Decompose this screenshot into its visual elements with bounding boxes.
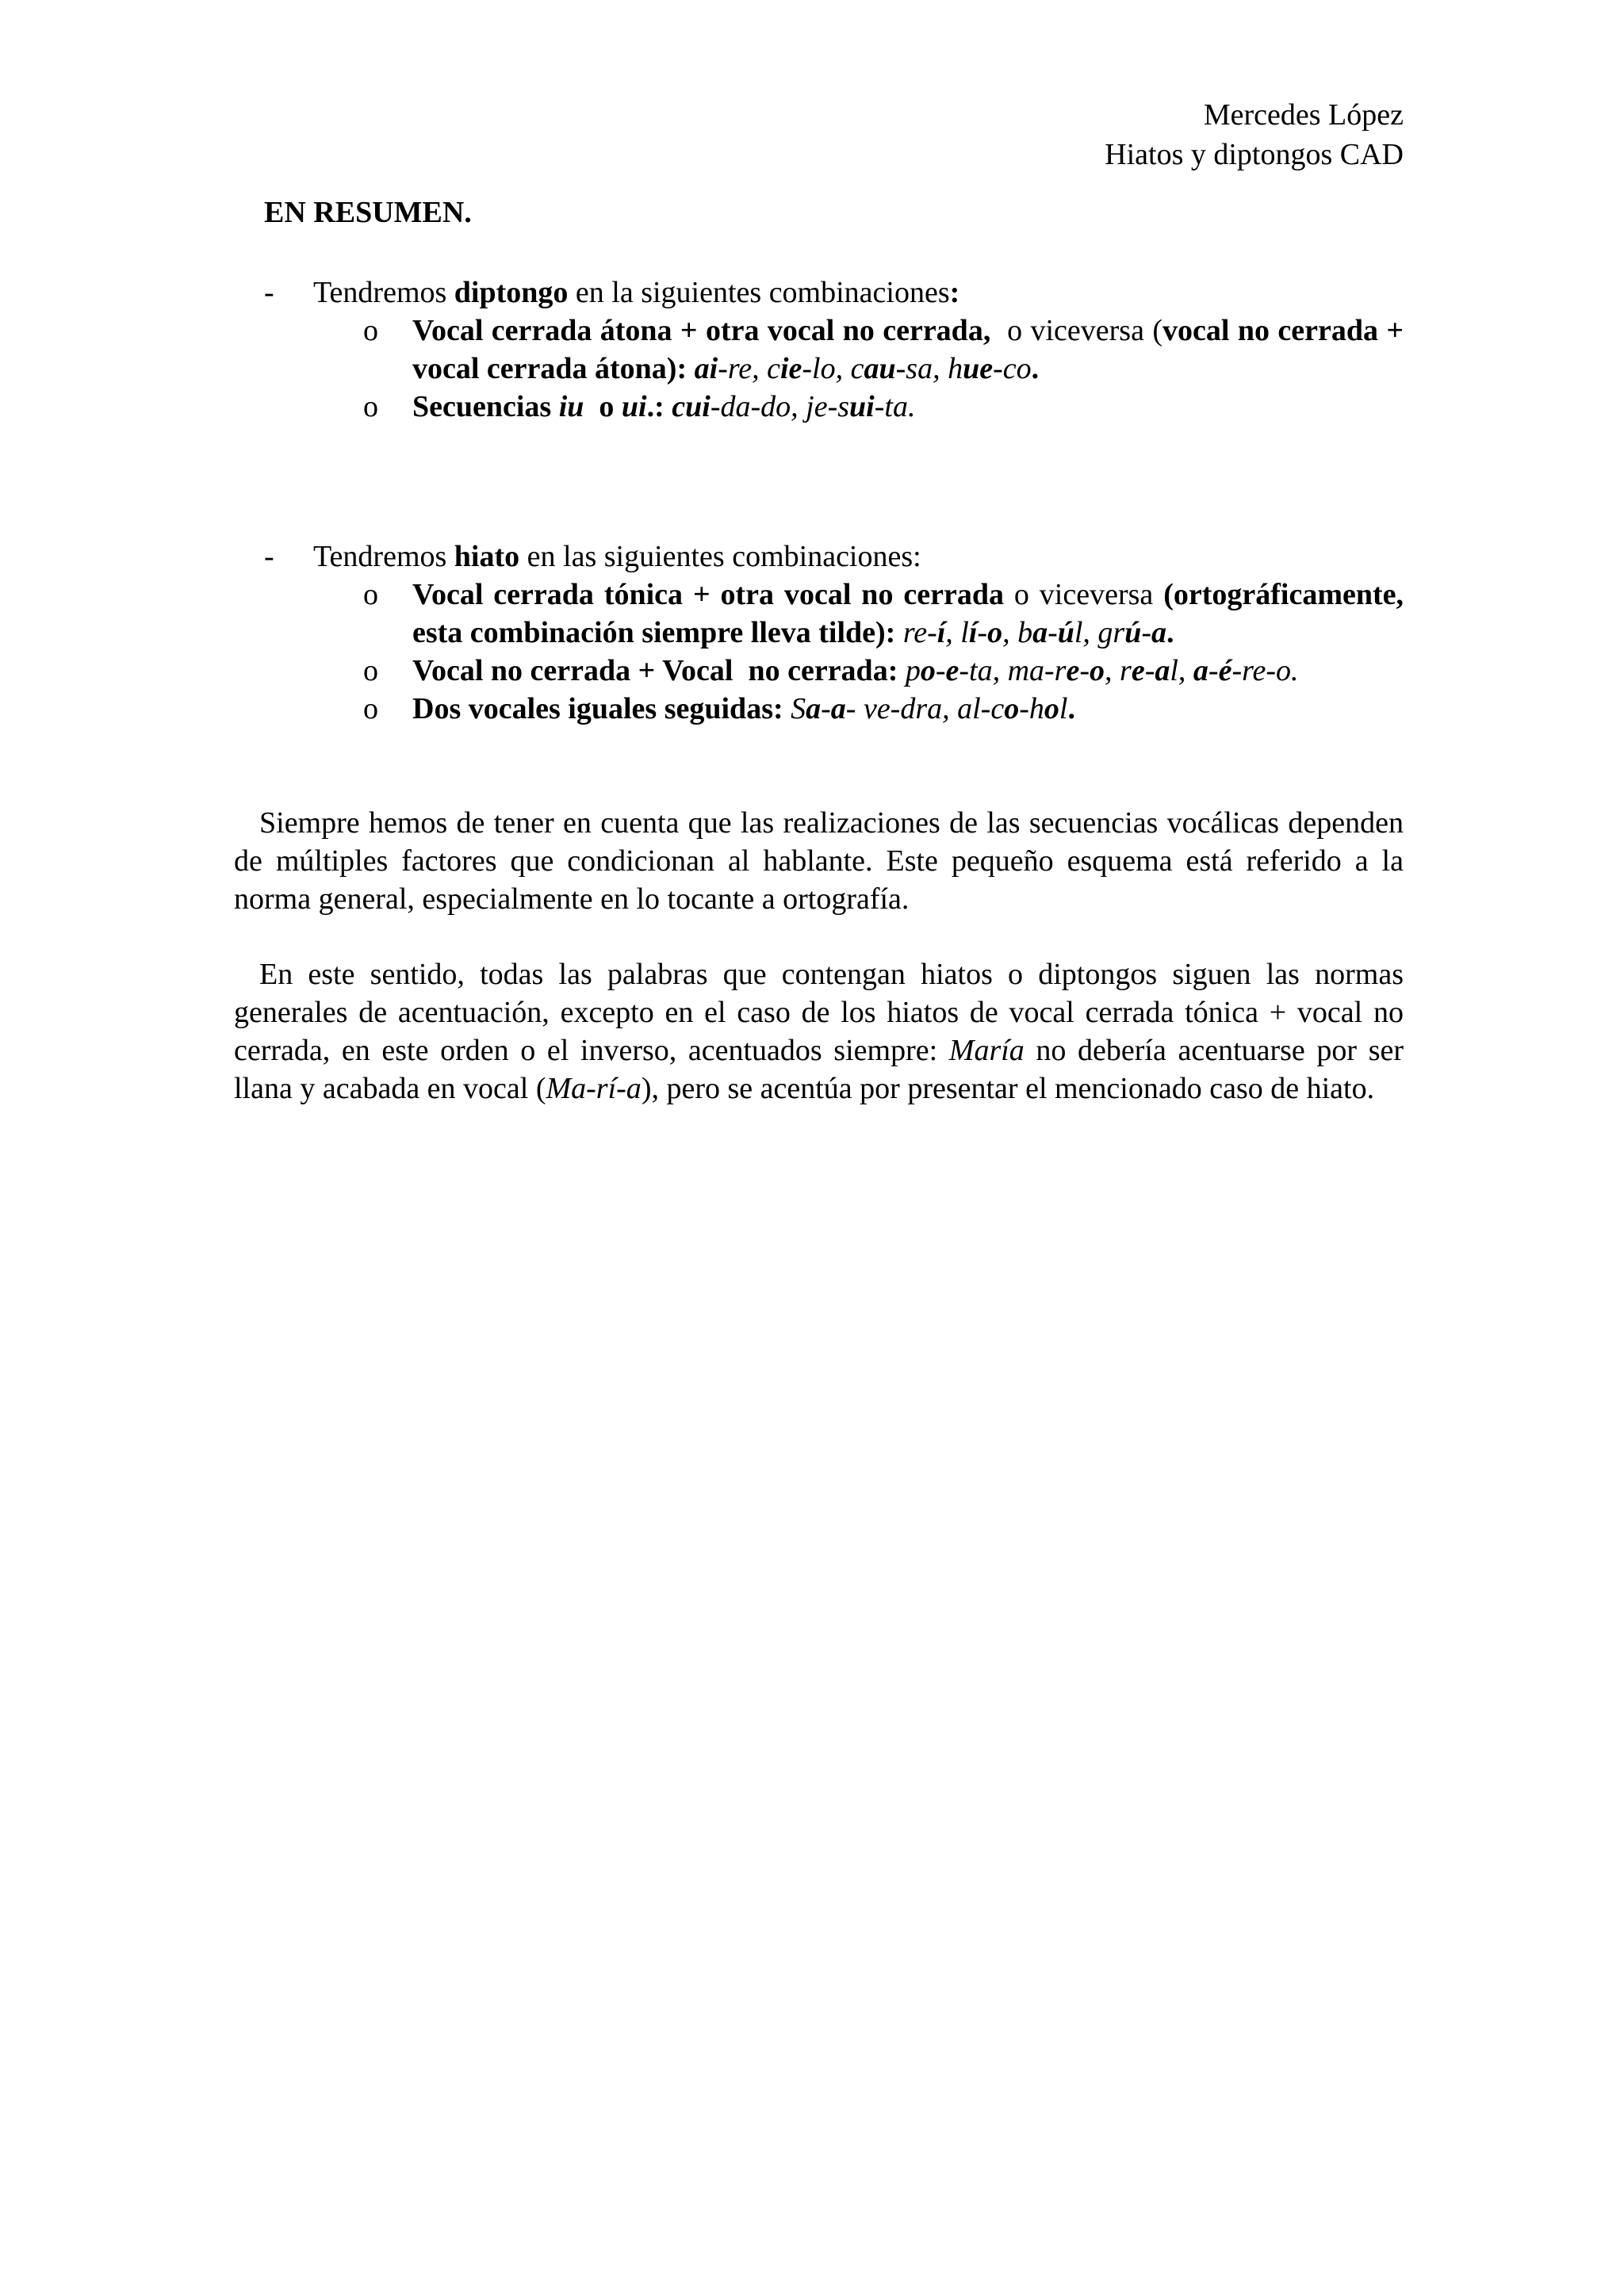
rule-segment: - [977, 616, 988, 649]
rule-segment: a [1032, 616, 1048, 649]
intro-keyword: diptongo [454, 276, 569, 309]
rule-segment: o [1004, 692, 1020, 725]
diptongo-intro [264, 274, 1404, 312]
example-text: ai [687, 352, 718, 385]
example-text [665, 390, 672, 423]
rule-segment: Vocal no cerrada + Vocal no cerrada: [412, 654, 898, 687]
rule-segment: , b [1002, 616, 1033, 649]
example-text: cui [672, 390, 710, 423]
bullet-marker: o [363, 390, 378, 423]
rule-segment: - [935, 654, 946, 687]
rule-segment: e [945, 654, 959, 687]
rule-text: vocal no cerrada + vocal cerrada átona): [412, 314, 1404, 385]
rule-segment: l, gr [1074, 616, 1125, 649]
intro-text: Tendremos [313, 276, 454, 309]
bullet-marker: o [363, 692, 378, 725]
rule-segment: a [830, 692, 846, 725]
example-text: . [1031, 352, 1040, 385]
hiato-section [264, 538, 1411, 728]
bullet-marker: o [363, 578, 378, 611]
rule-segment: a [806, 692, 822, 725]
rule-segment: -re-o. [1231, 654, 1299, 687]
intro-text: en las siguientes combinaciones: [519, 540, 921, 573]
hiato-item-1 [363, 576, 1411, 652]
diptongo-item-2 [363, 388, 1404, 426]
rule-segment: - [1144, 654, 1155, 687]
diptongo-section [264, 274, 1404, 426]
section-title: EN RESUMEN. [264, 196, 472, 229]
rule-segment: a [1151, 616, 1167, 649]
rule-segment: - [1141, 616, 1152, 649]
hiato-item-2 [363, 652, 1404, 690]
rule-segment: Dos vocales iguales seguidas: [412, 692, 783, 725]
rule-segment: - [821, 692, 831, 725]
rule-text: o [584, 390, 622, 423]
paragraph-text: ), pero se acentúa por presentar el mencionado caso de hiato. [641, 1072, 1375, 1105]
example-text: ui [849, 390, 875, 423]
page-header [1105, 95, 1404, 174]
rule-segment: - [1208, 654, 1219, 687]
bullet-marker: o [363, 654, 378, 687]
rule-segment: í [968, 616, 978, 649]
rule-text: Secuencias [412, 390, 559, 423]
dash-marker: - [264, 540, 274, 573]
example-text: -ta. [874, 390, 916, 423]
example-word: Ma-rí-a [546, 1072, 642, 1105]
example-text: -re, [718, 352, 768, 385]
example-text: -lo, c [802, 352, 864, 385]
rule-text: ui [621, 390, 647, 423]
rule-segment: Vocal cerrada tónica + otra vocal no cerrada [412, 578, 1004, 611]
paragraph-text: En este sentido, todas las palabras que contengan hiatos o diptongos siguen las normas generales de acentuación, excepto en el caso de los hiatos de vocal cerrada tónica + vocal no cerrada, en este orden o el inverso, acentuados siempre: [234, 958, 1404, 1067]
rule-segment: - ve-dra, al-c [845, 692, 1005, 725]
example-text: au [864, 352, 896, 385]
rule-segment: (ortográficamente, esta combinación siempre lleva tilde): [412, 578, 1411, 649]
header-subject: Hiatos y diptongos CAD [1105, 138, 1404, 171]
rule-segment: ú [1124, 616, 1142, 649]
paragraph-1: Siempre hemos de tener en cuenta que las realizaciones de las secuencias vocálicas dependen de múltiples factores que condicionan al hablante. Este pequeño esquema está referido a la norma general, especialmente en lo tocante a ortografía. [234, 806, 1404, 916]
diptongo-item-1 [363, 312, 1404, 388]
rule-segment: o [987, 616, 1003, 649]
example-word: María [948, 1034, 1025, 1067]
rule-segment: , r [1105, 654, 1132, 687]
intro-keyword: hiato [454, 540, 520, 573]
rule-segment: a [1155, 654, 1170, 687]
rule-text [412, 654, 1299, 687]
rule-segment: . [1166, 616, 1174, 649]
rule-segment: e [1131, 654, 1145, 687]
rule-text [412, 578, 1411, 649]
example-text: c [767, 352, 780, 385]
rule-segment: re- [895, 616, 937, 649]
hiato-intro [264, 538, 1404, 576]
example-text: ie [779, 352, 802, 385]
rule-segment: é [1218, 654, 1232, 687]
rule-text: .: [646, 390, 665, 423]
example-text: ue [963, 352, 994, 385]
dash-marker: - [264, 276, 274, 309]
rule-text: Vocal cerrada átona + otra vocal no cerrada, [412, 314, 991, 347]
rule-segment: o viceversa [1003, 578, 1164, 611]
bullet-marker: o [363, 314, 378, 347]
rule-segment: o [920, 654, 936, 687]
intro-colon: : [949, 276, 960, 309]
rule-segment: -ta, ma-r [959, 654, 1067, 687]
rule-segment: . [1067, 692, 1075, 725]
rule-segment: o [1090, 654, 1105, 687]
rule-segment: l, [1170, 654, 1193, 687]
rule-segment: S [783, 692, 806, 725]
rule-segment: l [1059, 692, 1068, 725]
rule-segment: a [1193, 654, 1208, 687]
example-text: -da-do, je-s [710, 390, 850, 423]
rule-segment: e [1066, 654, 1080, 687]
rule-segment: -h [1019, 692, 1044, 725]
rule-text [412, 692, 1075, 725]
rule-segment: , l [945, 616, 969, 649]
example-text: -sa, h [895, 352, 963, 385]
hiato-item-3 [363, 690, 1404, 728]
rule-text: o viceversa ( [990, 314, 1163, 347]
intro-text: Tendremos [313, 540, 454, 573]
intro-text: en la siguientes combinaciones [568, 276, 950, 309]
paragraph-2 [234, 955, 1404, 1108]
rule-segment: í [936, 616, 946, 649]
rule-segment: ú [1057, 616, 1074, 649]
rule-segment: o [1044, 692, 1059, 725]
rule-segment: p [898, 654, 921, 687]
rule-segment: - [1079, 654, 1090, 687]
header-author: Mercedes López [1203, 98, 1404, 132]
paragraph-text: no debería acentuarse por ser llana y acabada en vocal ( [234, 1034, 1404, 1105]
rule-segment: - [1048, 616, 1058, 649]
rule-text: iu [558, 390, 584, 423]
example-text: -co [993, 352, 1032, 385]
